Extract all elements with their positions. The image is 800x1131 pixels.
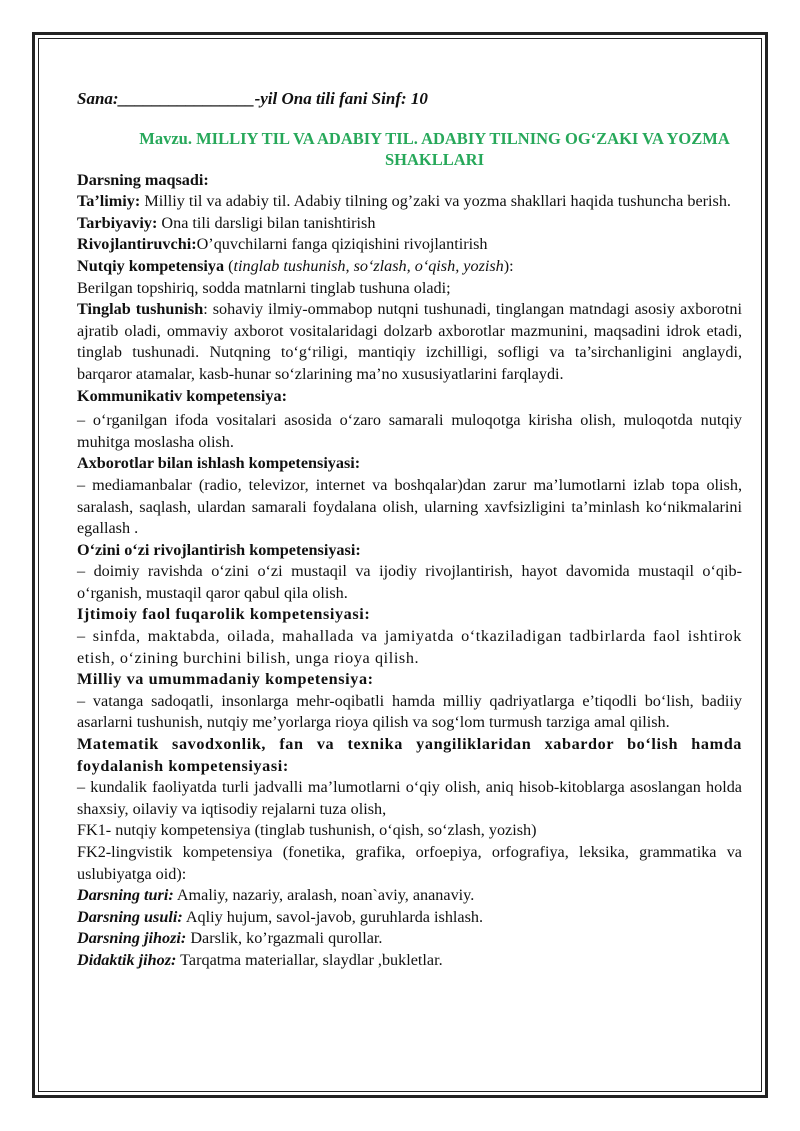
nutqiy-line: Berilgan topshiriq, sodda matnlarni tinglab tushuna oladi; xyxy=(77,278,451,297)
milliy-title: Milliy va umummadaniy kompetensiya: xyxy=(77,670,374,689)
ozini-text: – doimiy ravishda o‘zini o‘zi mustaqil va ijodiy rivojlantirish, hayot davomida mustaqil o‘qib-o‘rganish, mustaqil qaror qabul qila olish. xyxy=(77,562,742,602)
turi-text: Amaliy, nazariy, aralash, noan`aviy, ananaviy. xyxy=(173,886,475,905)
jihozi-label: Darsning jihozi: xyxy=(77,929,187,948)
tinglab-paragraph xyxy=(77,299,742,385)
turi-line xyxy=(77,885,742,907)
lesson-plan xyxy=(77,88,742,972)
nutqiy-italic: tinglab tushunish, so‘zlash, o‘qish, yozish xyxy=(233,256,504,275)
usuli-line xyxy=(77,907,742,929)
turi-label: Darsning turi: xyxy=(77,886,174,905)
goals-title: Darsning maqsadi: xyxy=(77,170,209,189)
kommunikativ-title: Kommunikativ kompetensiya: xyxy=(77,386,288,405)
ozini-title: O‘zini o‘zi rivojlantirish kompetensiyasi: xyxy=(77,540,361,559)
nutqiy-open: ( xyxy=(224,256,234,275)
matematik-text: – kundalik faoliyatda turli jadvalli ma’lumotlarni o‘qiy olish, aniq hisob-kitoblarga asoslangan holda shaxsiy, oilaviy va iqtisodiy rejalarni tuza olish, xyxy=(77,778,742,818)
rivojlantiruvchi-label: Rivojlantiruvchi: xyxy=(77,235,197,254)
usuli-label: Darsning usuli: xyxy=(77,907,183,926)
date-class-line: Sana:________________-yil Ona tili fani Sinf: 10 xyxy=(77,89,428,108)
nutqiy-label: Nutqiy kompetensiya xyxy=(77,256,225,275)
rivojlantiruvchi-paragraph xyxy=(77,234,742,256)
axborot-title: Axborotlar bilan ishlash kompetensiyasi: xyxy=(77,454,361,473)
fk1-line: FK1- nutqiy kompetensiya (tinglab tushunish, o‘qish, so‘zlash, yozish) xyxy=(77,821,537,840)
didaktik-line xyxy=(77,950,742,972)
axborot-text: – mediamanbalar (radio, televizor, internet va boshqalar)dan zarur ma’lumotlarni izlab topa olish, saralash, saqlash, ulardan samarali foydalana olish, ularning xavfsizligini ta’minlash ko‘nikmalarini egallash . xyxy=(77,475,742,538)
usuli-text: Aqliy hujum, savol-javob, guruhlarda ishlash. xyxy=(182,907,484,926)
fk2-line: FK2-lingvistik kompetensiya (fonetika, grafika, orfoepiya, orfografiya, leksika, grammatika va uslubiyatga oid): xyxy=(77,843,742,883)
ijtimoiy-text: – sinfda, maktabda, oilada, mahallada va jamiyatda o‘tkaziladigan tadbirlarda faol ishtirok etish, o‘zining burchini bilish, unga rioya qilish. xyxy=(77,627,742,667)
topic-title: Mavzu. MILLIY TIL VA ADABIY TIL. ADABIY TILNING OG‘ZAKI VA YOZMA SHAKLLARI xyxy=(139,128,730,169)
didaktik-label: Didaktik jihoz: xyxy=(77,950,177,969)
kommunikativ-text: – o‘rganilgan ifoda vositalari asosida o‘zaro samarali muloqotga kirisha olish, muloqotda nutqiy muhitga moslasha olish. xyxy=(77,411,742,451)
tinglab-label: Tinglab tushunish xyxy=(77,300,204,319)
nutqiy-close: ): xyxy=(503,256,514,275)
jihozi-line xyxy=(77,928,742,950)
milliy-text: – vatanga sadoqatli, insonlarga mehr-oqibatli hamda milliy qadriyatlarga e’tiqodli bo‘lish, badiiy asarlarni tushunish, nutqiy me’yorlarga rioya qilish va sog‘lom turmush tarziga amal qilish. xyxy=(77,691,742,732)
ijtimoiy-title: Ijtimoiy faol fuqarolik kompetensiyasi: xyxy=(77,605,371,624)
talimiy-label: Ta’limiy: xyxy=(77,192,141,211)
talimiy-paragraph xyxy=(77,191,742,213)
didaktik-text: Tarqatma materiallar, slaydlar ,bukletlar. xyxy=(176,950,443,969)
matematik-title: Matematik savodxonlik, fan va texnika yangiliklaridan xabardor bo‘lish hamda foydalanish kompetensiyasi: xyxy=(77,735,742,775)
tarbiyaviy-label: Tarbiyaviy: xyxy=(77,213,158,232)
rivojlantiruvchi-text: O’quvchilarni fanga qiziqishini rivojlantirish xyxy=(196,235,488,254)
jihozi-text: Darslik, ko’rgazmali qurollar. xyxy=(186,929,383,948)
talimiy-text: Milliy til va adabiy til. Adabiy tilning og’zaki va yozma shakllari haqida tushuncha berish. xyxy=(140,192,731,211)
tarbiyaviy-text: Ona tili darsligi bilan tanishtirish xyxy=(157,213,376,232)
nutqiy-heading xyxy=(77,256,742,278)
tinglab-text: : sohaviy ilmiy-ommabop nutqni tushunadi, tinglangan matndagi asosiy axborotni ajratib oladi, ommaviy axborot vositalaridagi dolzarb axborotlar mazmunini, maqsadini idrok etadi, tinglab tushunadi. Nutqning to‘g‘riligi, mantiqiy izchilligi, sofligi va ta’sirchanligini anglaydi, barqaror atamalar, kasb-hunar so‘zlarining ma’no xususiyatlarini farqlaydi. xyxy=(77,300,742,383)
tarbiyaviy-paragraph xyxy=(77,213,742,235)
